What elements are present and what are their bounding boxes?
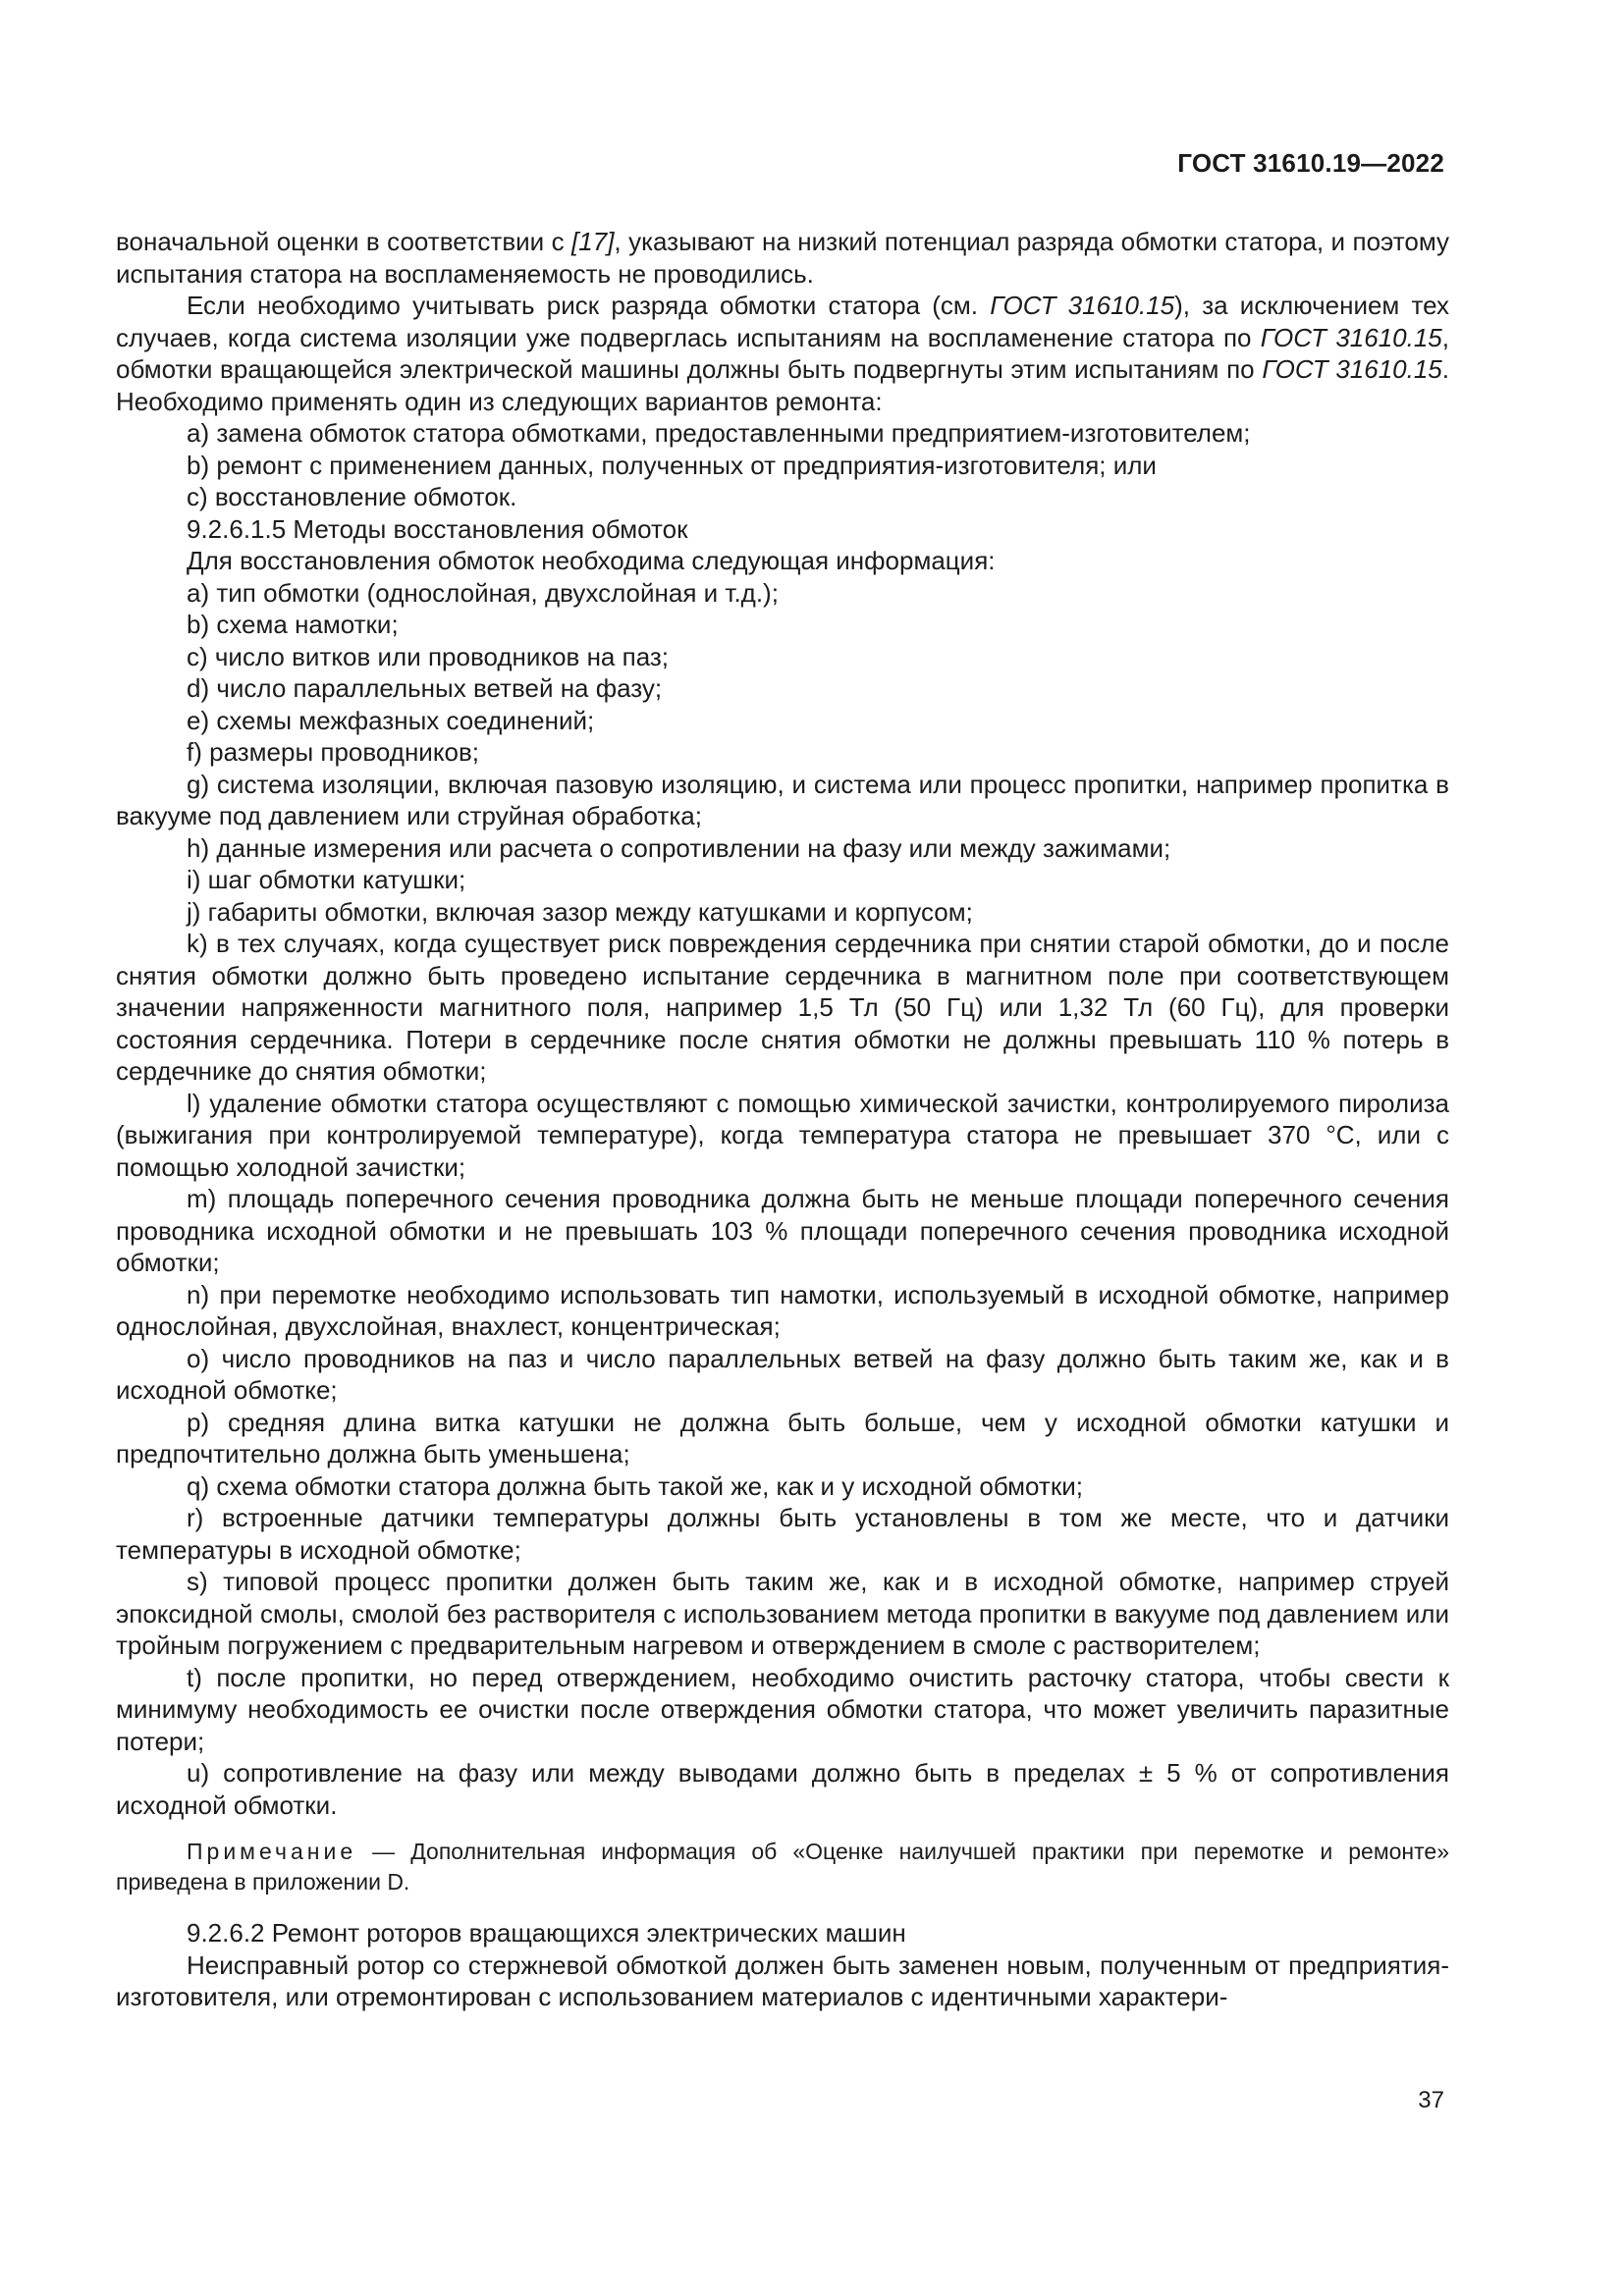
paragraph-p16	[116, 896, 1449, 929]
reference-text: [17]	[571, 227, 615, 256]
paragraph-p13	[116, 769, 1449, 832]
paragraph-text: Неисправный ротор со стержневой обмоткой должен быть заменен новым, полученным от предприятия-изготовителя, или отремонтирован с использованием материалов с идентичными характери-	[116, 1949, 1449, 2011]
paragraph-text: e) схемы межфазных соединений;	[187, 705, 595, 735]
document-code-header: ГОСТ 31610.19—2022	[1177, 148, 1444, 178]
paragraph-text: a) замена обмоток статора обмотками, предоставленными предприятием-изготовителем;	[187, 418, 1251, 448]
paragraph-text: воначальной оценки в соответствии с	[116, 227, 572, 256]
page-number: 37	[1418, 2087, 1444, 2113]
paragraph-p24	[116, 1502, 1449, 1566]
paragraph-text: d) число параллельных ветвей на фазу;	[187, 673, 663, 703]
reference-text: ГОСТ 31610.15	[990, 291, 1175, 320]
paragraph-p7	[116, 577, 1449, 610]
paragraph-p15	[116, 864, 1449, 896]
paragraph-p4	[116, 481, 1449, 513]
paragraph-text: b) схема намотки;	[187, 610, 399, 639]
paragraph-text: r) встроенные датчики температуры должны быть установлены в том же месте, что и датчики температуры в исходной обмотке;	[116, 1503, 1449, 1565]
paragraph-text: k) в тех случаях, когда существует риск повреждения сердечника при снятии старой обмотки, до и после снятия обмотки должно быть проведено испытание сердечника в магнитном поле при соответствующем значении напряженности магнитного поля, например 1,5 Тл (50 Гц) или 1,32 Тл (60 Гц), для проверки состояния сердечника. Потери в сердечнике после снятия обмотки не должны превышать 110 % потерь в сердечнике до снятия обмотки;	[116, 929, 1449, 1086]
reference-text: ГОСТ 31610.15	[1260, 322, 1442, 352]
paragraph-p18	[116, 1088, 1449, 1184]
paragraph-p3	[116, 450, 1449, 482]
paragraphs-after-block	[116, 1917, 1449, 2013]
note	[116, 1837, 1449, 1897]
paragraph-text: p) средняя длина витка катушки не должна быть больше, чем у исходной обмотки катушки и предпочтительно должна быть уменьшена;	[116, 1407, 1449, 1468]
paragraph-p20	[116, 1279, 1449, 1343]
paragraph-p8	[116, 609, 1449, 641]
paragraph-text: o) число проводников на паз и число параллельных ветвей на фазу должно быть таким же, как и в исходной обмотке;	[116, 1343, 1449, 1405]
paragraph-text: . Необходимо применять один из следующих вариантов ремонта:	[116, 354, 1449, 416]
paragraph-p19	[116, 1183, 1449, 1279]
paragraph-text: Для восстановления обмоток необходима следующая информация:	[187, 546, 996, 575]
paragraph-text: f) размеры проводников;	[187, 737, 479, 767]
paragraph-text: s) типовой процесс пропитки должен быть таким же, как и в исходной обмотке, например струей эпоксидной смолы, смолой без растворителя с использованием метода пропитки в вакууме под давлением или тройным погружением с предварительным нагревом и отверждением в смоле с растворителем;	[116, 1567, 1449, 1660]
paragraph-p23	[116, 1470, 1449, 1503]
document-body	[116, 226, 1449, 2013]
paragraph-text: g) система изоляции, включая пазовую изоляцию, и система или процесс пропитки, например пропитка в вакууме под давлением или струйная обработка;	[116, 769, 1449, 830]
paragraph-text: q) схема обмотки статора должна быть такой же, как и у исходной обмотки;	[187, 1470, 1083, 1501]
paragraph-text: Если необходимо учитывать риск разряда обмотки статора (см.	[187, 291, 991, 320]
paragraph-text: j) габариты обмотки, включая зазор между катушками и корпусом;	[187, 896, 973, 927]
paragraph-text: b) ремонт с применением данных, полученных от предприятия-изготовителя; или	[187, 450, 1157, 480]
paragraph-text: c) число витков или проводников на паз;	[187, 641, 670, 671]
paragraphs-block	[116, 226, 1449, 1821]
paragraph-text: c) восстановление обмоток.	[187, 482, 517, 511]
paragraph-text: a) тип обмотки (однослойная, двухслойная и т.д.);	[187, 577, 779, 608]
note-label: Примечание	[187, 1839, 357, 1864]
paragraph-text: n) при перемотке необходимо использовать тип намотки, используемый в исходной обмотке, например однослойная, двухслойная, внахлест, концентрическая;	[116, 1279, 1449, 1341]
paragraph-p12	[116, 736, 1449, 769]
paragraph-p9	[116, 641, 1449, 673]
paragraph-p21	[116, 1343, 1449, 1407]
paragraph-text: , указывают на низкий потенциал разряда обмотки статора, и поэтому испытания статора на воспламеняемость не проводились.	[116, 227, 1449, 289]
paragraph-text: , обмотки вращающейся электрической машины должны быть подвергнуты этим испытаниям по	[116, 322, 1449, 384]
paragraph-p1	[116, 290, 1449, 417]
paragraph-text: i) шаг обмотки катушки;	[187, 865, 466, 894]
paragraph-p0	[116, 226, 1449, 290]
paragraph-p22	[116, 1407, 1449, 1470]
paragraph-p11	[116, 705, 1449, 737]
paragraph-text: h) данные измерения или расчета о сопротивлении на фазу или между зажимами;	[187, 832, 1171, 863]
paragraph-p2	[116, 417, 1449, 450]
paragraph-text: m) площадь поперечного сечения проводника должна быть не меньше площади поперечного сечения проводника исходной обмотки и не превышать 103 % площади поперечного сечения проводника исходной обмотки;	[116, 1184, 1449, 1277]
paragraph-text: t) после пропитки, но перед отверждением, необходимо очистить расточку статора, чтобы свести к минимуму необходимость ее очистки после отверждения обмотки статора, что может увеличить паразитные потери;	[116, 1662, 1449, 1756]
paragraph-text: ), за исключением тех случаев, когда система изоляции уже подверглась испытаниям на воспламенение статора по	[116, 291, 1450, 352]
paragraph-text: u) сопротивление на фазу или между выводами должно быть в пределах ± 5 % от сопротивления исходной обмотки.	[116, 1758, 1449, 1820]
paragraph-p28	[116, 1917, 1449, 1949]
paragraph-p10	[116, 672, 1449, 705]
paragraph-p25	[116, 1566, 1449, 1662]
paragraph-text: l) удаление обмотки статора осуществляют с помощью химической зачистки, контролируемого пиролиза (выжигания при контролируемой температуре), когда температура статора не превышает 370 °С, или с помощью холодной зачистки;	[116, 1088, 1449, 1182]
paragraph-p27	[116, 1757, 1449, 1821]
paragraph-text: 9.2.6.1.5 Методы восстановления обмоток	[187, 513, 688, 544]
paragraph-p29	[116, 1949, 1449, 2013]
paragraph-p6	[116, 545, 1449, 577]
paragraph-p26	[116, 1662, 1449, 1758]
reference-text: ГОСТ 31610.15	[1262, 354, 1442, 384]
paragraph-p17	[116, 928, 1449, 1088]
paragraph-text: 9.2.6.2 Ремонт роторов вращающихся электрических машин	[187, 1918, 906, 1948]
paragraph-p5	[116, 513, 1449, 546]
note-text: — Дополнительная информация об «Оценке наилучшей практики при перемотке и ремонте» приведена в приложении D.	[116, 1839, 1449, 1895]
paragraph-p14	[116, 832, 1449, 865]
